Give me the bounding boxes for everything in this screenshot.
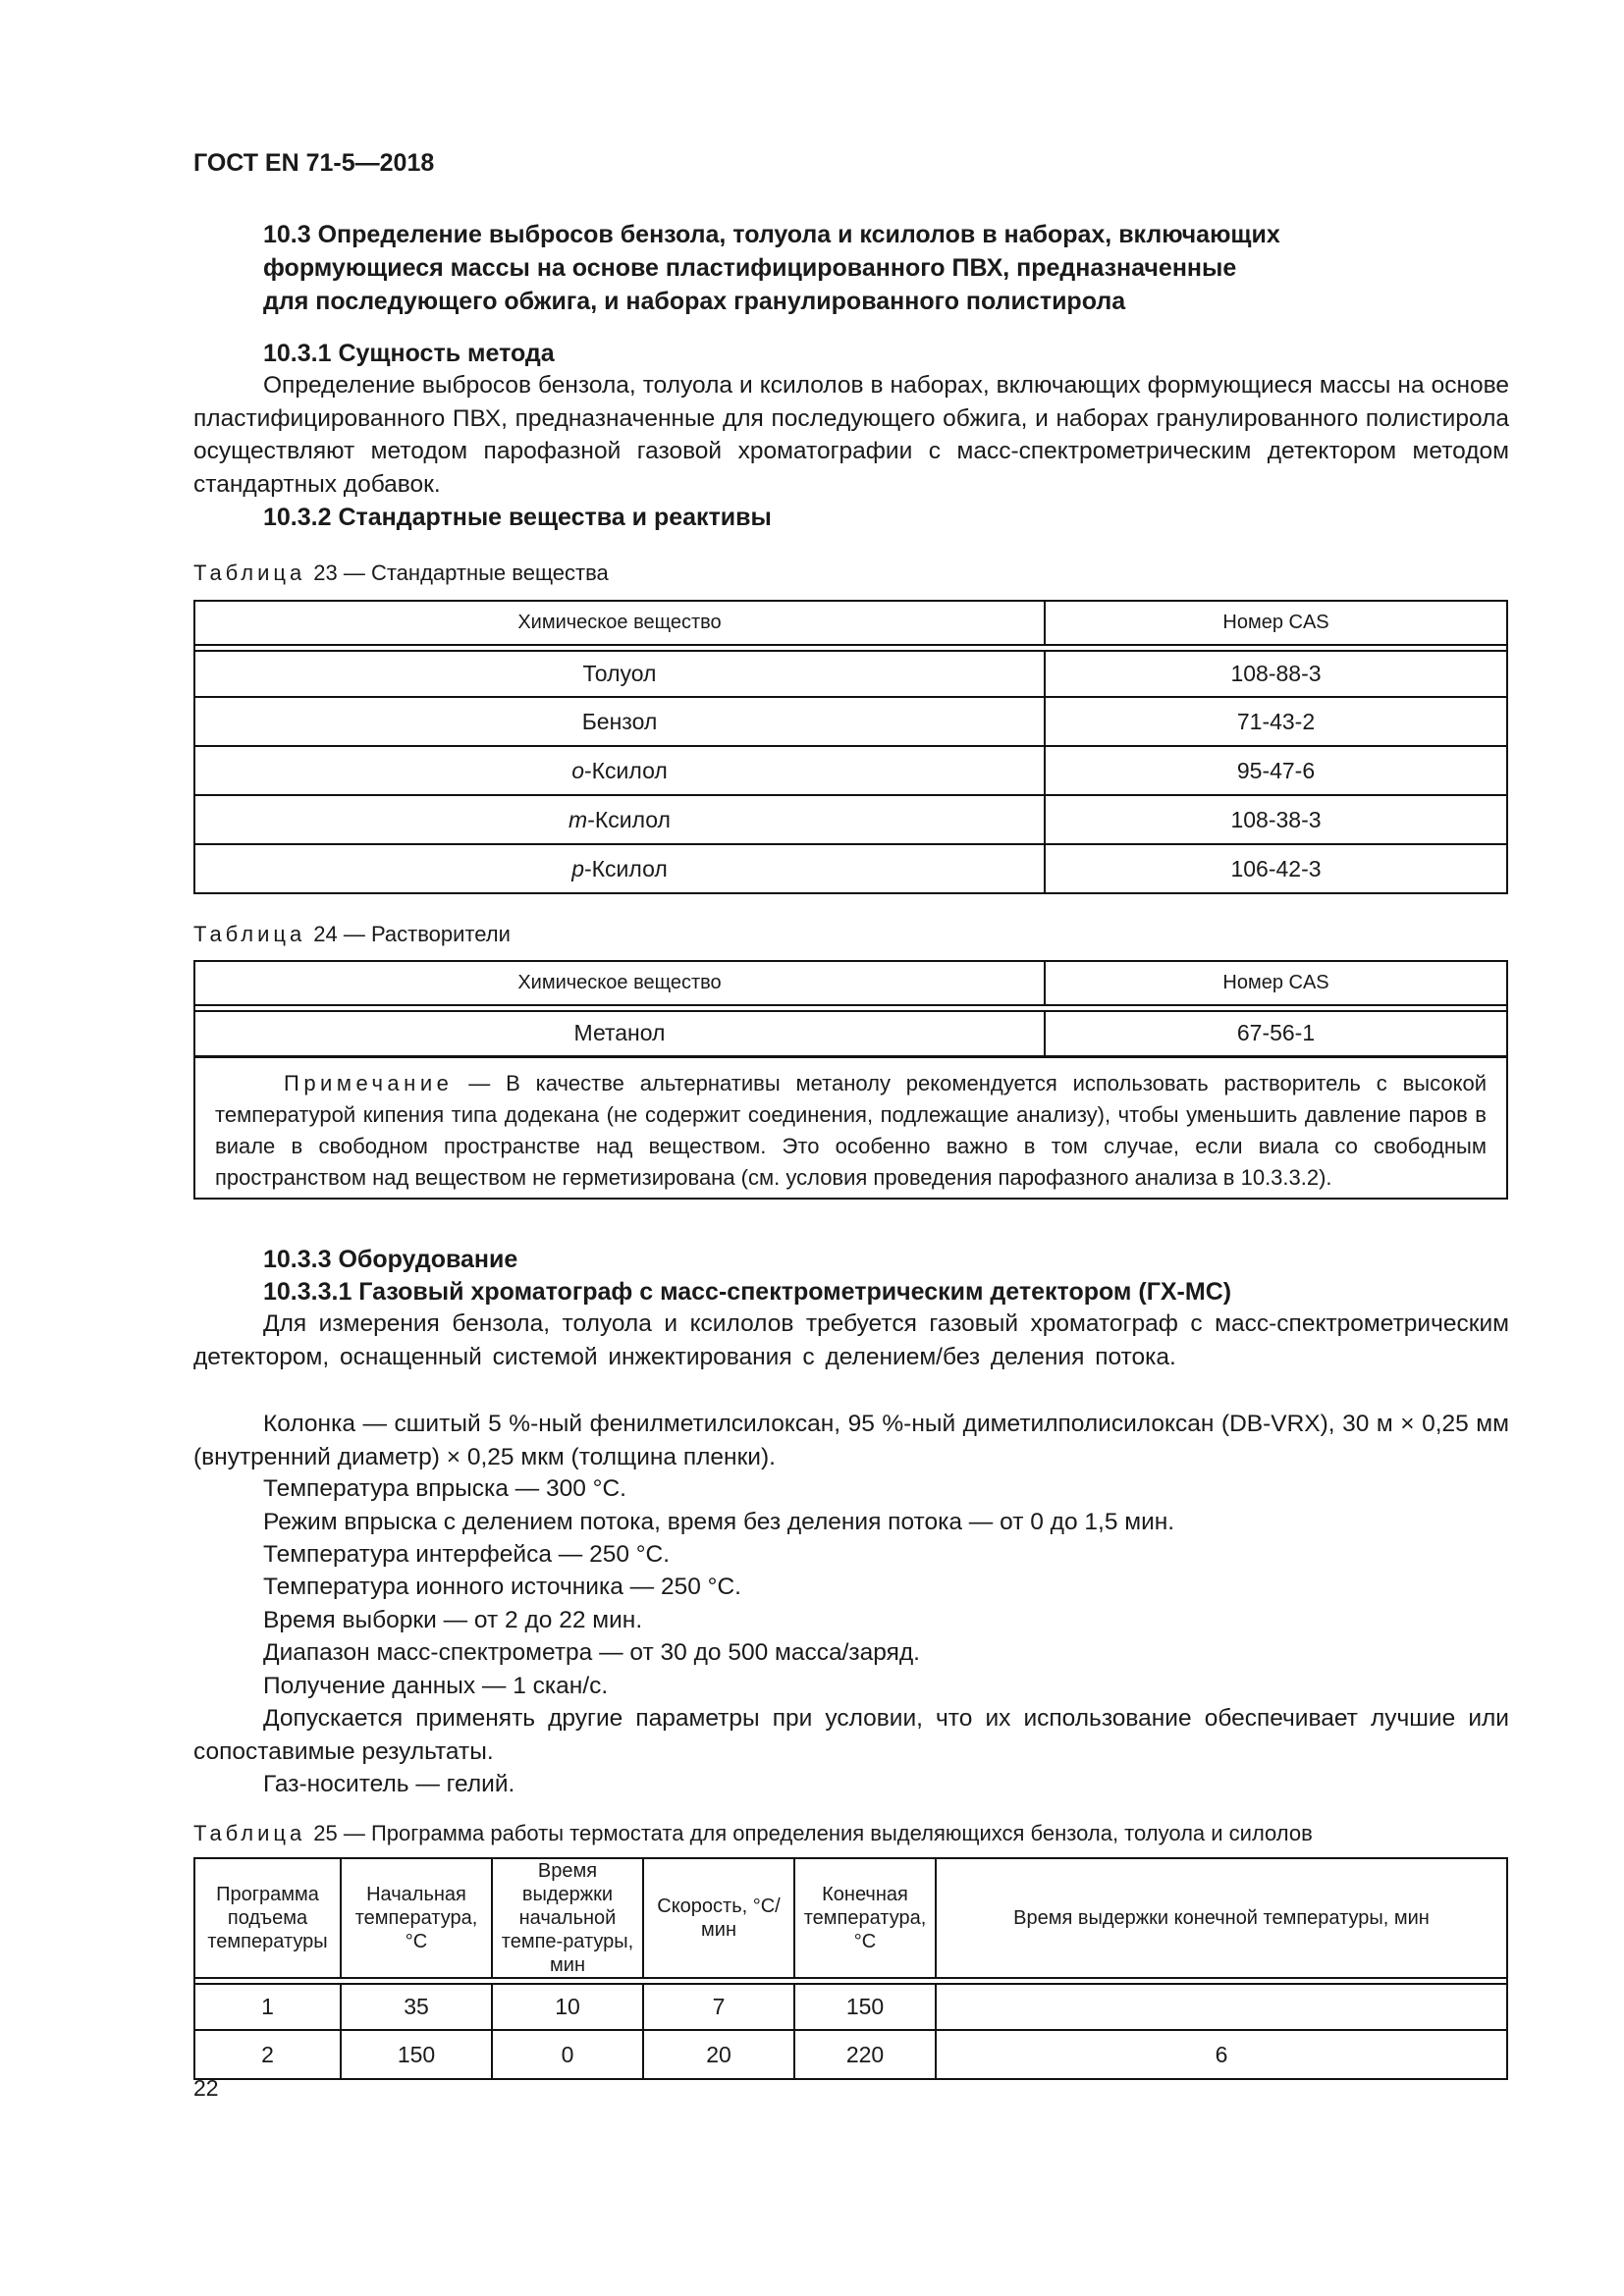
table-row [194,746,1507,795]
param-line: Температура интерфейса — 250 °С. [263,1541,671,1568]
cas-cell: 108-38-3 [1045,795,1507,844]
substance-cell: o-Ксилол [194,746,1045,795]
alternative-params-paragraph [193,1702,1509,1768]
table-25 [193,1857,1508,2080]
header-cell: Химическое вещество [194,601,1045,645]
caption-label: Таблица [193,922,306,946]
section-10-3-title [263,218,1441,318]
cas-cell: 108-88-3 [1045,651,1507,697]
substance-cell: Бензол [194,697,1045,746]
cell: 10 [492,1984,643,2030]
header-cell: Программа подъема температуры [194,1858,341,1978]
substance-cell: p-Ксилол [194,844,1045,893]
title-line: формующиеся массы на основе пластифицированного ПВХ, предназначенные [263,254,1237,282]
substance-cell: m-Ксилол [194,795,1045,844]
table-header-row [194,961,1507,1005]
gc-ms-paragraph [193,1308,1509,1373]
section-10-3-1-title: 10.3.1 Сущность метода [263,340,555,367]
paragraph-text: Допускается применять другие параметры при условии, что их использование обеспечивает лучшие или сопоставимые результаты. [193,1705,1509,1765]
cas-cell: 95-47-6 [1045,746,1507,795]
paragraph-text: Определение выбросов бензола, толуола и ксилолов в наборах, включающих формующиеся массы на основе пластифицированного ПВХ, предназначенные для последующего обжига, и наборах гранулированного полистирола осуществляют методом парофазной газовой хроматографии с масс-спектрометрическим детектором методом стандартных добавок. [193,372,1509,498]
cell: 35 [341,1984,492,2030]
cell: 6 [936,2030,1507,2079]
note-cell [194,1056,1507,1199]
title-line: для последующего обжига, и наборах гранулированного полистирола [263,288,1126,315]
table-header-row [194,1858,1507,1978]
substance-cell: Толуол [194,651,1045,697]
param-line: Диапазон масс-спектрометра — от 30 до 500 масса/заряд. [263,1639,920,1666]
table-row [194,844,1507,893]
cell: 150 [341,2030,492,2079]
paragraph-text: Для измерения бензола, толуола и ксилолов требуется газовый хроматограф с масс-спектрометрическим детектором, оснащенный системой инжектирования с делением/без деления потока. [193,1310,1509,1370]
cell: 150 [794,1984,936,2030]
carrier-gas-line: Газ-носитель — гелий. [263,1771,515,1797]
cas-cell: 71-43-2 [1045,697,1507,746]
header-cell: Скорость, °С/мин [643,1858,794,1978]
section-10-3-3-1-title: 10.3.3.1 Газовый хроматограф с масс-спектрометрическим детектором (ГХ-МС) [263,1278,1232,1306]
section-10-3-2-title: 10.3.2 Стандартные вещества и реактивы [263,504,772,531]
caption-text: 25 — Программа работы термостата для определения выделяющихся бензола, толуола и силолов [313,1821,1313,1845]
table-header-row [194,601,1507,645]
table-row [194,1011,1507,1056]
caption-label: Таблица [193,1821,306,1845]
header-cell: Время выдержки начальной темпе-ратуры, мин [492,1858,643,1978]
section-10-3-3-title: 10.3.3 Оборудование [263,1246,518,1273]
param-line: Получение данных — 1 скан/с. [263,1673,609,1699]
column-paragraph [193,1408,1509,1473]
param-line: Температура впрыска — 300 °С. [263,1475,626,1502]
table-25-caption [193,1821,1313,1846]
cas-cell: 106-42-3 [1045,844,1507,893]
param-line: Время выборки — от 2 до 22 мин. [263,1607,643,1633]
caption-text: 23 — Стандартные вещества [313,561,609,585]
cell: 7 [643,1984,794,2030]
table-row [194,795,1507,844]
substance-cell: Метанол [194,1011,1045,1056]
cell: 2 [194,2030,341,2079]
section-10-3-1-text [193,369,1509,501]
table-note [195,1058,1506,1198]
header-cell: Номер CAS [1045,601,1507,645]
note-label: Примечание [284,1070,454,1095]
header-cell: Химическое вещество [194,961,1045,1005]
note-text: — В качестве альтернативы метанолу рекомендуется использовать растворитель с высокой температурой кипения типа додекана (не содержит соединения, подлежащие анализу), чтобы уменьшить давление паров в виале в свободном пространстве над веществом. Это особенно важно в том случае, если виала со свободным пространством над веществом не герметизирована (см. условия проведения парофазного анализа в 10.3.3.2). [215,1070,1487,1190]
header-cell: Конечная температура, °С [794,1858,936,1978]
header-cell: Время выдержки конечной температуры, мин [936,1858,1507,1978]
table-row [194,697,1507,746]
table-23 [193,600,1508,894]
cell: 0 [492,2030,643,2079]
title-line: 10.3 Определение выбросов бензола, толуола и ксилолов в наборах, включающих [263,221,1280,248]
header-cell: Начальная температура, °С [341,1858,492,1978]
param-line: Режим впрыска с делением потока, время без деления потока — от 0 до 1,5 мин. [263,1509,1175,1535]
page-number: 22 [193,2075,219,2101]
cell: 220 [794,2030,936,2079]
table-23-caption [193,561,609,586]
caption-text: 24 — Растворители [313,922,511,946]
table-row [194,2030,1507,2079]
document-code: ГОСТ EN 71-5—2018 [193,149,435,177]
cas-cell: 67-56-1 [1045,1011,1507,1056]
table-note-row [194,1056,1507,1199]
cell [936,1984,1507,2030]
table-24 [193,960,1508,1200]
caption-label: Таблица [193,561,306,585]
table-row [194,651,1507,697]
param-line: Температура ионного источника — 250 °С. [263,1574,741,1600]
table-row [194,1984,1507,2030]
paragraph-text: Колонка — сшитый 5 %-ный фенилметилсилоксан, 95 %-ный диметилполисилоксан (DB-VRX), 30 м × 0,25 мм (внутренний диаметр) × 0,25 мкм (толщина пленки). [193,1411,1509,1470]
header-cell: Номер CAS [1045,961,1507,1005]
cell: 20 [643,2030,794,2079]
cell: 1 [194,1984,341,2030]
table-24-caption [193,922,511,947]
